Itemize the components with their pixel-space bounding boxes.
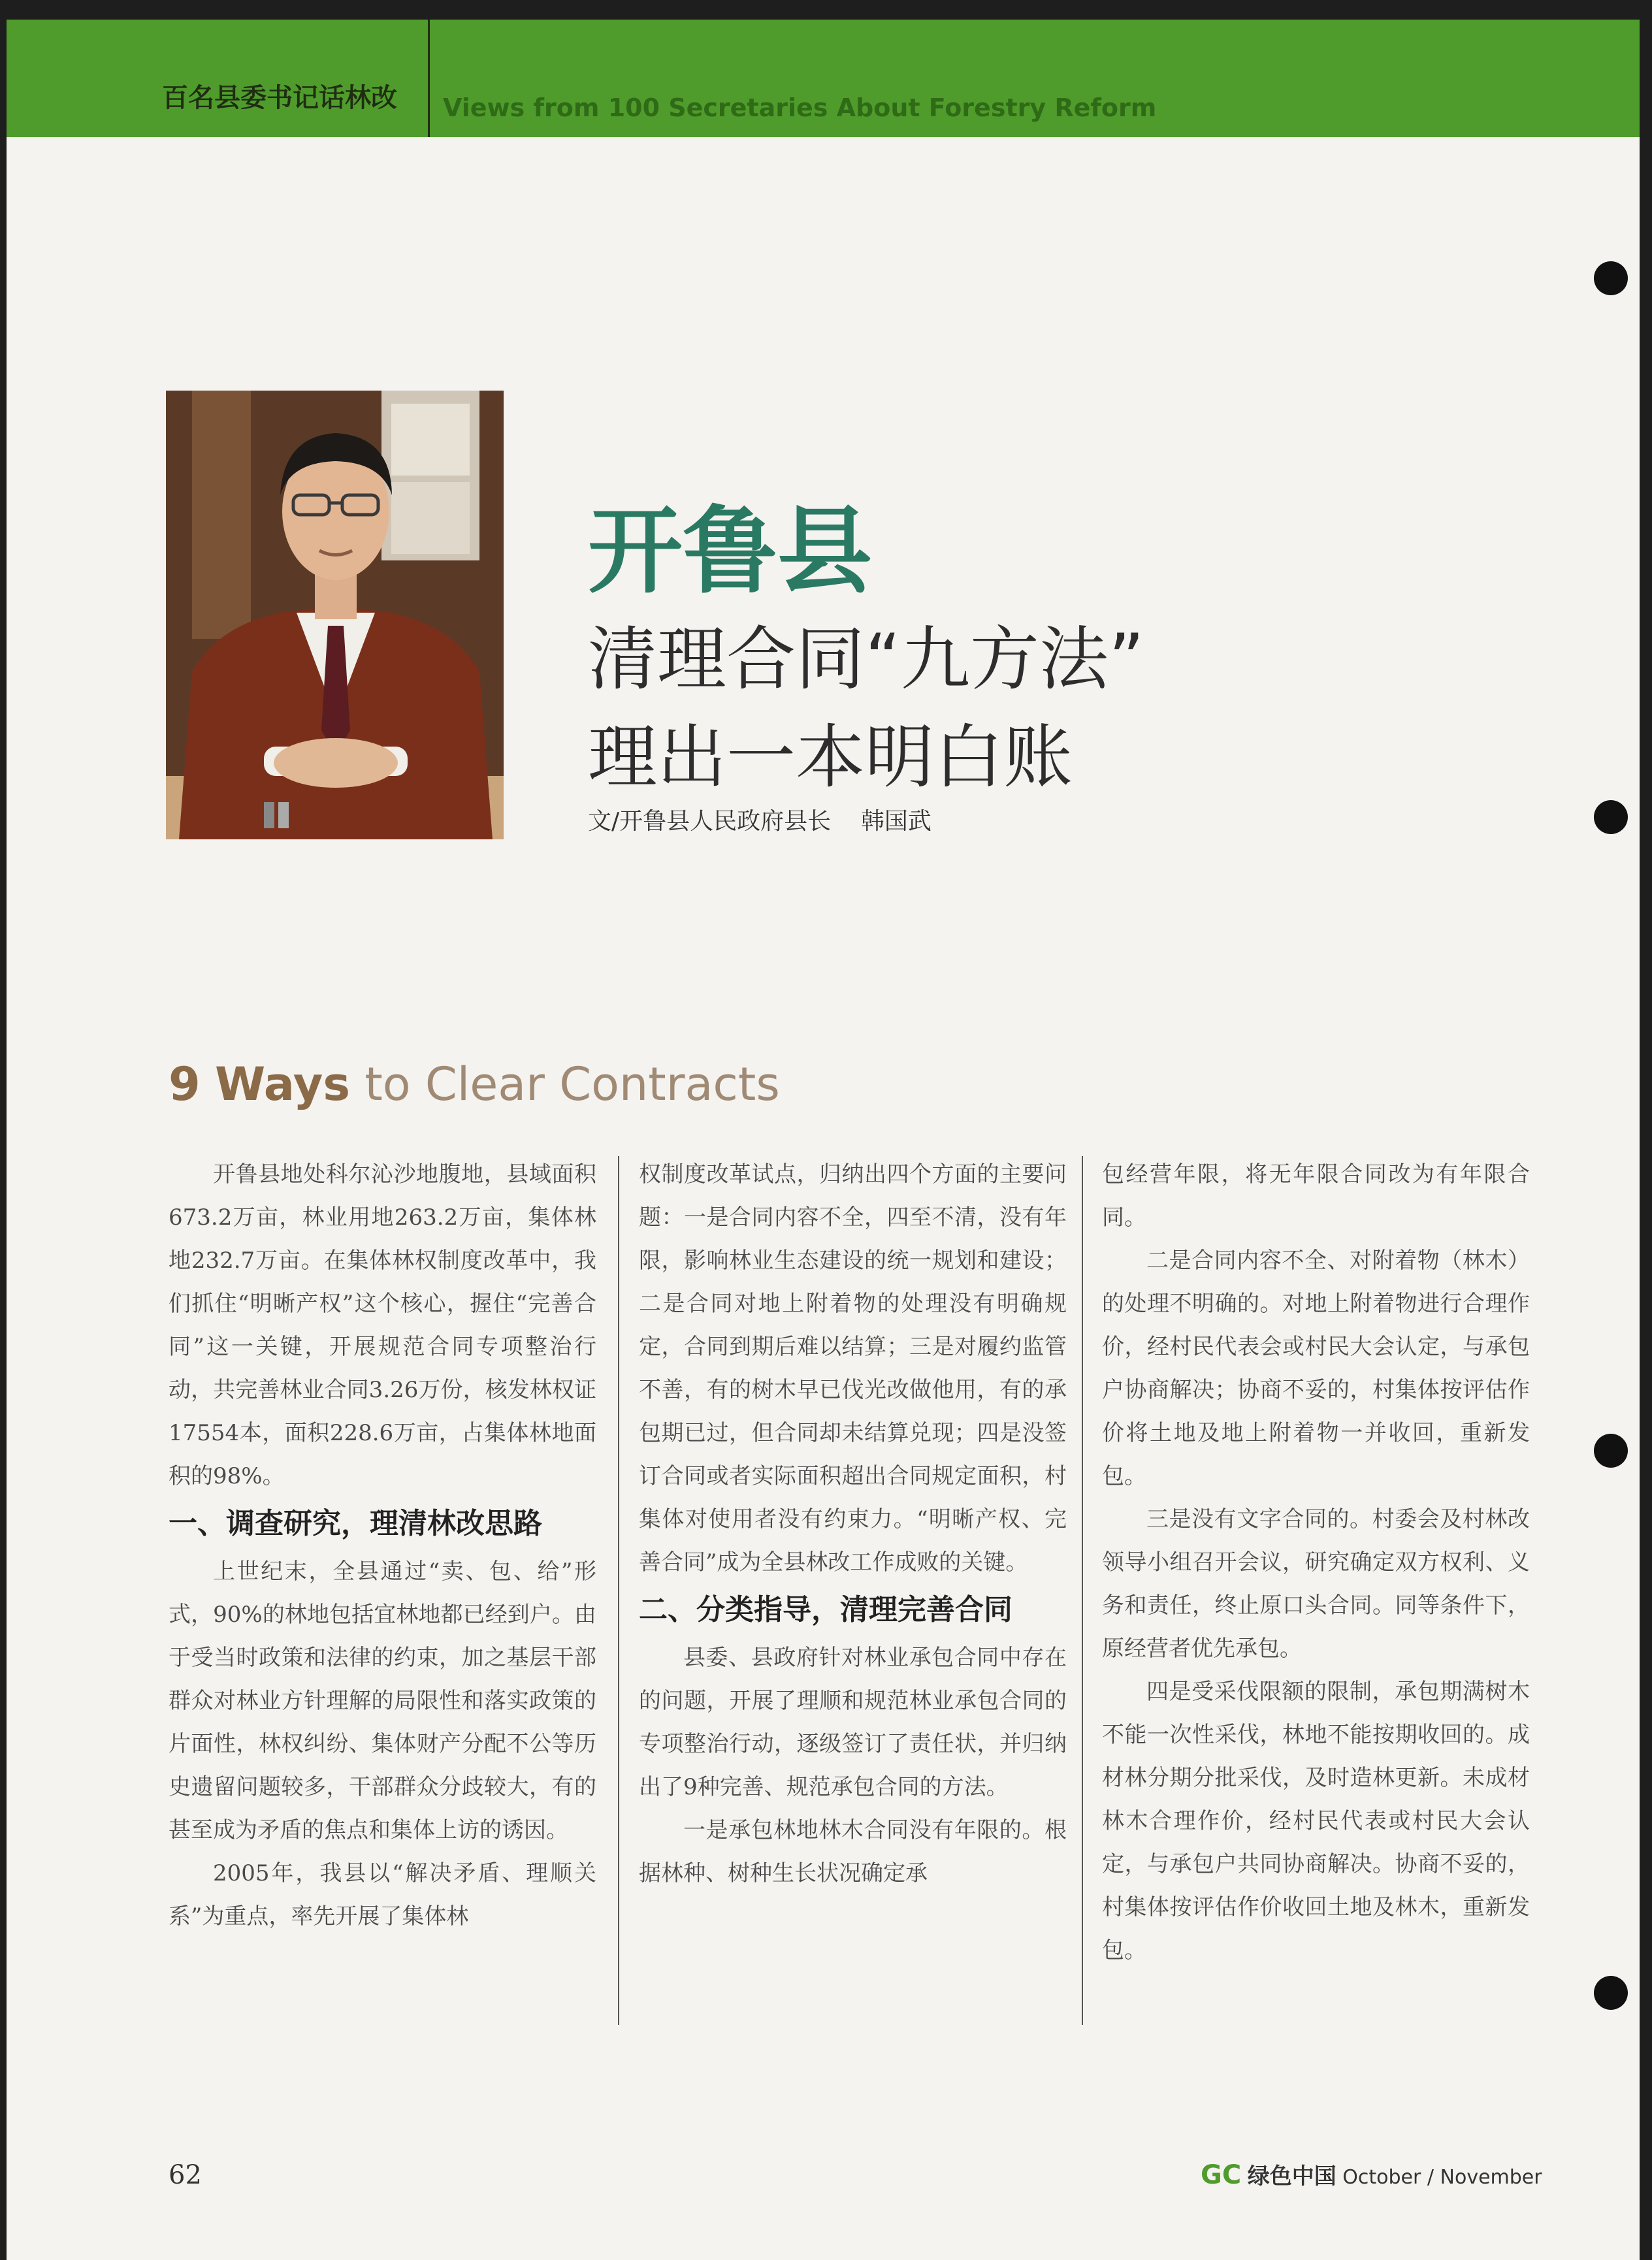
binder-hole <box>1594 800 1628 834</box>
paragraph: 三是没有文字合同的。村委会及村林改领导小组召开会议，研究确定双方权利、义务和责任，终止原口头合同。同等条件下，原经营者优先承包。 <box>1102 1506 1530 1662</box>
brand-logo: GC <box>1201 2160 1242 2190</box>
paragraph: 包经营年限，将无年限合同改为有年限合同。 <box>1102 1161 1530 1231</box>
paragraph: 二是合同内容不全、对附着物（林木）的处理不明确的。对地上附着物进行合理作价，经村民代表会或村民大会认定，与承包户协商解决；协商不妥的，村集体按评估作价将土地及地上附着物一并收回，重新发包。 <box>1102 1248 1530 1489</box>
english-title <box>169 1052 1148 1117</box>
magazine-brand <box>1201 2155 1540 2195</box>
paragraph: 开鲁县地处科尔沁沙地腹地，县域面积673.2万亩，林业用地263.2万亩，集体林地232.7万亩。在集体林权制度改革中，我们抓住“明晰产权”这个核心，握住“完善合同”这一关键，开展规范合同专项整治行动，共完善林业合同3.26万份，核发林权证17554本，面积228.6万亩，占集体林地面积的98%。 <box>169 1161 596 1489</box>
magazine-page <box>7 20 1640 2260</box>
paragraph: 权制度改革试点，归纳出四个方面的主要问题：一是合同内容不全，四至不清，没有年限，影响林业生态建设的统一规划和建设；二是合同对地上附着物的处理没有明确规定，合同到期后难以结算；三是对履约监管不善，有的树木早已伐光改做他用，有的承包期已过，但合同却未结算兑现；四是没签订合同或者实际面积超出合同规定面积，村集体对使用者没有约束力。“明晰产权、完善合同”成为全县林改工作成败的关键。 <box>639 1161 1067 1575</box>
body-column-2 <box>639 1153 1067 2028</box>
section-title-en: Views from 100 Secretaries About Forestry Reform <box>443 93 1157 122</box>
column-rule <box>618 1156 619 2025</box>
paragraph: 2005年，我县以“解决矛盾、理顺关系”为重点，率先开展了集体林 <box>169 1860 596 1929</box>
author-portrait-photo <box>166 391 504 839</box>
section-heading-1: 一、调查研究，理清林改思路 <box>169 1507 542 1540</box>
body-column-3 <box>1102 1153 1530 2028</box>
article-title-county: 开鲁县 <box>588 496 872 607</box>
section-title-cn: 百名县委书记话林改 <box>162 83 397 113</box>
issue-date: October / November <box>1342 2166 1542 2189</box>
paragraph: 四是受采伐限额的限制，承包期满树木不能一次性采伐，林地不能按期收回的。成材林分期分批采伐，及时造林更新。未成材林木合理作价，经村民代表或村民大会认定，与承包户共同协商解决。协商不妥的，村集体按评估作价收回土地及林木，重新发包。 <box>1102 1679 1530 1963</box>
english-title-number: 9 <box>169 1057 201 1111</box>
section-header-band <box>7 20 1640 137</box>
header-divider <box>428 20 430 137</box>
binder-hole <box>1594 1434 1628 1468</box>
english-title-emphasis: Ways <box>214 1057 351 1111</box>
article-byline: 文/开鲁县人民政府县长 韩国武 <box>588 808 931 835</box>
article-title-line2: 理出一本明白账 <box>588 717 1073 798</box>
page-number: 62 <box>169 2160 202 2190</box>
section-heading-2: 二、分类指导，清理完善合同 <box>639 1593 1012 1626</box>
article-title-line1: 清理合同“九方法” <box>588 619 1144 700</box>
english-title-rest: to Clear Contracts <box>364 1057 780 1111</box>
body-column-1 <box>169 1153 596 2028</box>
paragraph: 一是承包林地林木合同没有年限的。根据林种、树种生长状况确定承 <box>639 1817 1067 1886</box>
paragraph: 上世纪末，全县通过“卖、包、给”形式，90%的林地包括宜林地都已经到户。由于受当时政策和法律的约束，加之基层干部群众对林业方针理解的局限性和落实政策的片面性，林权纠纷、集体财产分配不公等历史遗留问题较多，干部群众分歧较大，有的甚至成为矛盾的焦点和集体上访的诱因。 <box>169 1558 596 1843</box>
paragraph: 县委、县政府针对林业承包合同中存在的问题，开展了理顺和规范林业承包合同的专项整治行动，逐级签订了责任状，并归纳出了9种完善、规范承包合同的方法。 <box>639 1645 1067 1800</box>
brand-name-cn: 绿色中国 <box>1247 2163 1336 2189</box>
binder-hole <box>1594 1976 1628 2010</box>
binder-hole <box>1594 261 1628 295</box>
column-rule <box>1082 1156 1083 2025</box>
